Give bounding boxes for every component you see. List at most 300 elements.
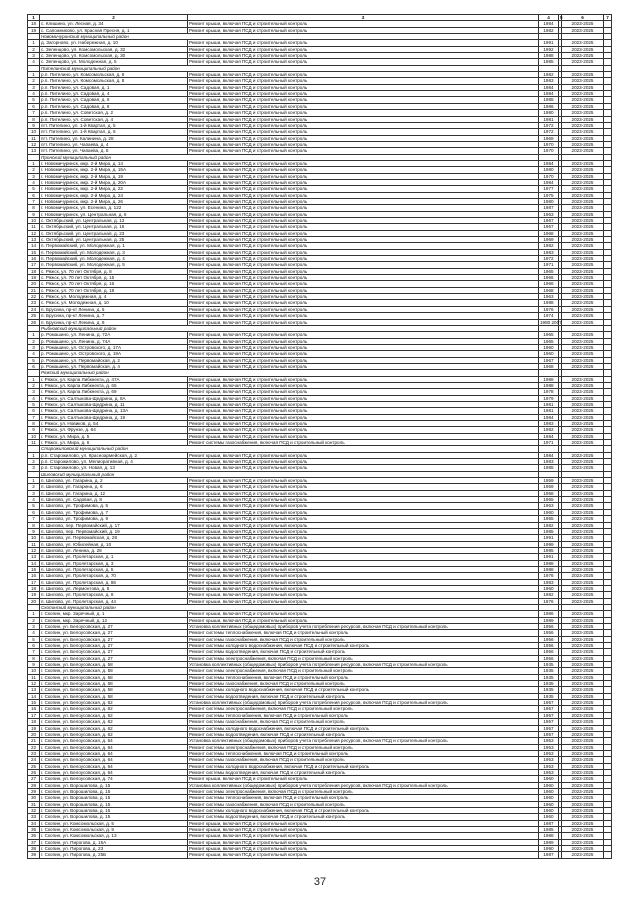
address: п. Шилово, ул. Пролетарская, д. 3: [40, 560, 188, 566]
address: г. Новомичуринск, ул. Есенина, д. 122: [40, 205, 188, 211]
row-number: 8: [28, 116, 40, 122]
planned-period: 2023-2025: [562, 547, 604, 553]
row-number: 3: [28, 624, 40, 630]
work-type: Ремонт системы водоотведения, включая ПСД и строительный контроль: [188, 814, 539, 820]
commission-year: 1991: [539, 40, 559, 46]
work-type: Ремонт крыши, включая ПСД и строительный контроль: [188, 401, 539, 407]
header-col-1: 1: [28, 15, 40, 21]
row-number: 9: [28, 528, 40, 534]
planned-period: 2023-2025: [562, 148, 604, 154]
address: р. Ромашино, ул. Островского, д. 17А: [40, 344, 188, 350]
row-number: 9: [28, 122, 40, 128]
commission-year: 1960: [539, 344, 559, 350]
planned-period: 2023-2025: [562, 503, 604, 509]
work-type: Ремонт крыши, включая ПСД и строительный контроль: [188, 516, 539, 522]
work-type: Ремонт системы газоснабжения, включая ПСД и строительный контроль: [188, 757, 539, 763]
commission-year: 1984: [539, 452, 559, 458]
address: п. Шилово, пер. Первомайский, д. 17: [40, 522, 188, 528]
work-type: Ремонт системы газоснабжения, включая ПСД и строительный контроль: [188, 801, 539, 807]
commission-year: 1980: [539, 167, 559, 173]
row-number: 2: [28, 459, 40, 465]
commission-year: 1960: [539, 776, 559, 782]
commission-year: 1988: [539, 566, 559, 572]
address: п. Шилово, ул. Ленина, д. 28: [40, 547, 188, 553]
row-number: 15: [28, 249, 40, 255]
planned-period: 2023-2025: [562, 300, 604, 306]
work-type: Ремонт крыши, включая ПСД и строительный контроль: [188, 59, 539, 65]
commission-year: 1984: [539, 21, 559, 27]
work-type: Ремонт крыши, включая ПСД и строительный контроль: [188, 53, 539, 59]
table-row: [28, 852, 612, 858]
work-type: Ремонт крыши, включая ПСД и строительный контроль: [188, 110, 539, 116]
work-type: Ремонт крыши, включая ПСД и строительный контроль: [188, 179, 539, 185]
work-type: Ремонт крыши, включая ПСД и строительный контроль: [188, 192, 539, 198]
row-number: 11: [28, 135, 40, 141]
planned-period: 2023-2025: [562, 535, 604, 541]
commission-year: 1968: [539, 287, 559, 293]
commission-year: 1981: [539, 408, 559, 414]
commission-year: 1988: [539, 300, 559, 306]
address: п. Первомайский, ул. Молодежная, д. 1: [40, 243, 188, 249]
work-type: Ремонт крыши, включая ПСД и строительный контроль: [188, 522, 539, 528]
commission-year: 1989: [539, 617, 559, 623]
commission-year: 1972: [539, 129, 559, 135]
row-number: 34: [28, 820, 40, 826]
work-type: Ремонт крыши, включая ПСД и строительный контроль: [188, 611, 539, 617]
row-number: 22: [28, 744, 40, 750]
address: с. Ряжск, ул. 70 лет Октября, д. 18: [40, 287, 188, 293]
work-type: Ремонт крыши, включая ПСД и строительный контроль: [188, 598, 539, 604]
work-type: Ремонт крыши, включая ПСД и строительный контроль: [188, 351, 539, 357]
work-type: Ремонт системы электроснабжения, включая ПСД и строительный контроль: [188, 788, 539, 794]
commission-year: 1986: [539, 103, 559, 109]
address: г. Ряжск, ул. Карла Либкнехта, д. 47А: [40, 376, 188, 382]
row-number: 12: [28, 547, 40, 553]
planned-period: 2023-2025: [562, 110, 604, 116]
planned-period: 2023-2025: [562, 192, 604, 198]
address: г. Ряжск, ул. Мира, д. 6: [40, 440, 188, 446]
work-type: Ремонт крыши, включая ПСД и строительный контроль: [188, 281, 539, 287]
planned-period: 2023-2025: [562, 116, 604, 122]
row-number: 3: [28, 465, 40, 471]
planned-period: 2023-2025: [562, 427, 604, 433]
planned-period: 2023-2025: [562, 21, 604, 27]
row-number: 5: [28, 186, 40, 192]
address: п. Шилово, ул. Пролетарская, д. 5: [40, 566, 188, 572]
commission-year: 1984: [539, 84, 559, 90]
work-type: Ремонт системы электроснабжения, включая ПСД и строительный контроль: [188, 655, 539, 661]
commission-year: 1960: [539, 585, 559, 591]
planned-period: 2023-2025: [562, 712, 604, 718]
commission-year: 1956: [539, 630, 559, 636]
address: п. Шилово, ул. Гагарина, д. 6: [40, 484, 188, 490]
planned-period: 2023-2025: [562, 693, 604, 699]
address: р.п. Пителино, ул. Садовая, д. 6: [40, 97, 188, 103]
commission-year: 1978: [539, 389, 559, 395]
row-number: 35: [28, 827, 40, 833]
row-number: 6: [28, 363, 40, 369]
commission-year: 1956: [539, 649, 559, 655]
row-number: 3: [28, 344, 40, 350]
work-type: Ремонт крыши, включая ПСД и строительный контроль: [188, 211, 539, 217]
address: р.п. Пителино, ул. Садовая, д. 1: [40, 84, 188, 90]
commission-year: 1988: [539, 833, 559, 839]
planned-period: 2023-2025: [562, 268, 604, 274]
planned-period: 2023-2025: [562, 91, 604, 97]
address: г. Скопин, ул. Белоусовская, д. 74: [40, 776, 188, 782]
commission-year: 1960: [539, 788, 559, 794]
address: г. Ряжск, ул. Фрунзе, д. 64: [40, 427, 188, 433]
commission-year: 1965: [539, 268, 559, 274]
planned-period: 2023-2025: [562, 852, 604, 858]
address: п. Брусина, пр-кт Ленина, д. 5: [40, 306, 188, 312]
commission-year: 1953: [539, 744, 559, 750]
work-type: Ремонт крыши, включая ПСД и строительный контроль: [188, 852, 539, 858]
commission-year: 1992: [539, 46, 559, 52]
work-type: Ремонт крыши, включая ПСД и строительный контроль: [188, 237, 539, 243]
commission-year: 1982: [539, 427, 559, 433]
planned-period: 2023-2025: [562, 566, 604, 572]
row-number: 29: [28, 788, 40, 794]
commission-year: 1990: [539, 846, 559, 852]
commission-year: 1985: [539, 827, 559, 833]
work-type: Ремонт крыши, включая ПСД и строительный контроль: [188, 566, 539, 572]
planned-period: 2023-2025: [562, 700, 604, 706]
planned-period: 2023-2025: [562, 624, 604, 630]
row-number: 20: [28, 598, 40, 604]
address: г. Скопин, ул. Белоусовская, д. 62: [40, 700, 188, 706]
work-type: Ремонт крыши, включая ПСД и строительный контроль: [188, 230, 539, 236]
commission-year: 1960: [539, 782, 559, 788]
row-number: 19: [28, 275, 40, 281]
address: г. Новомичуринск, мкр. 2-й Мира, д. 20А: [40, 179, 188, 185]
work-type: Ремонт крыши, включая ПСД и строительный контроль: [188, 224, 539, 230]
row-number: 12: [28, 230, 40, 236]
address: р.п. Старожилово, ул. Мелиоративная, д. 4: [40, 459, 188, 465]
planned-period: 2023-2025: [562, 611, 604, 617]
address: г. Ряжск, ул. Салтыкова-Щедрина, д. 11: [40, 401, 188, 407]
address: с. Ряжск, ул. 70 лет Октября, д. 15: [40, 275, 188, 281]
address: г. Скопин, ул. Ворошилова, д. 15: [40, 782, 188, 788]
address: п. Первомайский, ул. Молодежная, д. 5: [40, 262, 188, 268]
planned-period: 2023-2025: [562, 617, 604, 623]
planned-period: 2023-2025: [562, 344, 604, 350]
work-type: Ремонт крыши, включая ПСД и строительный контроль: [188, 528, 539, 534]
planned-period: 2023-2025: [562, 497, 604, 503]
planned-period: 2023-2025: [562, 649, 604, 655]
header-col-6: 6: [562, 15, 604, 21]
work-type: Ремонт крыши, включая ПСД и строительный контроль: [188, 186, 539, 192]
row-number: 13: [28, 148, 40, 154]
row-number: 17: [28, 712, 40, 718]
address: р. Ромашино, ул. Островского, д. 19А: [40, 351, 188, 357]
address: г. Скопин, ул. Белоусовская, д. 62: [40, 725, 188, 731]
row-number: 10: [28, 218, 40, 224]
planned-period: 2023-2025: [562, 313, 604, 319]
commission-year: 1959: [539, 478, 559, 484]
work-type: Ремонт крыши, включая ПСД и строительный контроль: [188, 319, 539, 325]
commission-year: 1965: [539, 338, 559, 344]
row-number: 8: [28, 421, 40, 427]
commission-year: 1970: [539, 141, 559, 147]
commission-year: 1960: [539, 509, 559, 515]
commission-year: 1985: [539, 59, 559, 65]
work-type: Ремонт крыши, включая ПСД и строительный контроль: [188, 173, 539, 179]
work-type: Установка коллективных (общедомовых) приборов учета потребления ресурсов, включая ПСД и строительный контроль: [188, 662, 539, 668]
row-number: 3: [28, 490, 40, 496]
commission-year: 1982: [539, 27, 559, 33]
row-number: 10: [28, 535, 40, 541]
address: г. Новомичуринск, ул. Центральная, д. 6: [40, 211, 188, 217]
district-name: Новомичуринский муниципальный район: [40, 34, 539, 40]
planned-period: 2023-2025: [562, 224, 604, 230]
row-number: 21: [28, 287, 40, 293]
work-type: Ремонт крыши, включая ПСД и строительный контроль: [188, 275, 539, 281]
document-page: [27, 14, 611, 874]
commission-year: 1956: [539, 655, 559, 661]
commission-year: 1956: [539, 624, 559, 630]
district-name: Старожиловский муниципальный район: [40, 446, 539, 452]
row-number: 1: [28, 40, 40, 46]
work-type: Установка коллективных (общедомовых) приборов учета потребления ресурсов, включая ПСД и строительный контроль: [188, 624, 539, 630]
row-number: 6: [28, 509, 40, 515]
work-type: Ремонт крыши, включая ПСД и строительный контроль: [188, 256, 539, 262]
address: г. Ряжск, ул. Карла Либкнехта, д. 69: [40, 389, 188, 395]
planned-period: 2023-2025: [562, 478, 604, 484]
row-number: 25: [28, 763, 40, 769]
planned-period: 2023-2025: [562, 662, 604, 668]
work-type: Ремонт крыши, включая ПСД и строительный контроль: [188, 78, 539, 84]
commission-year: 1966: [539, 281, 559, 287]
row-number: 18: [28, 719, 40, 725]
planned-period: 2023-2025: [562, 306, 604, 312]
address: р.п. Пителино, ул. Советская, д. 2: [40, 110, 188, 116]
row-number: 6: [28, 192, 40, 198]
work-type: Ремонт крыши, включая ПСД и строительный контроль: [188, 141, 539, 147]
work-type: Ремонт крыши, включая ПСД и строительный контроль: [188, 827, 539, 833]
work-type: Ремонт крыши, включая ПСД и строительный контроль: [188, 414, 539, 420]
row-number: 27: [28, 776, 40, 782]
work-type: Ремонт крыши, включая ПСД и строительный контроль: [188, 535, 539, 541]
commission-year: 1967: [539, 357, 559, 363]
address: г. Скопин, ул. Комсомольская, д. 9: [40, 827, 188, 833]
work-type: Ремонт крыши, включая ПСД и строительный контроль: [188, 332, 539, 338]
row-number: 4: [28, 497, 40, 503]
commission-year: 1988: [539, 560, 559, 566]
address: г. Новомичуринск, мкр. 2-й Мира, д. 26: [40, 198, 188, 204]
work-type: Ремонт крыши, включая ПСД и строительный контроль: [188, 27, 539, 33]
address: р.п. Старожилово, ул. Новая, д. 13: [40, 465, 188, 471]
work-type: Ремонт крыши, включая ПСД и строительный контроль: [188, 357, 539, 363]
planned-period: 2023-2025: [562, 173, 604, 179]
commission-year: 1935: [539, 681, 559, 687]
row-number: 10: [28, 668, 40, 674]
commission-year: 1972: [539, 122, 559, 128]
address: г. Скопин, ул. Белоусовская, д. 27: [40, 624, 188, 630]
commission-year: 1983: [539, 459, 559, 465]
address: с. Октябрьский, ул. Центральная, д. 23: [40, 230, 188, 236]
header-col-2: 2: [40, 15, 188, 21]
header-col-4: 4: [539, 15, 559, 21]
row-number: 33: [28, 814, 40, 820]
planned-period: 2023-2025: [562, 554, 604, 560]
address: г. Скопин, ул. Белоусовская, д. 62: [40, 719, 188, 725]
work-type: Ремонт крыши, включая ПСД и строительный контроль: [188, 249, 539, 255]
commission-year: 1975: [539, 192, 559, 198]
work-type: Ремонт крыши, включая ПСД и строительный контроль: [188, 408, 539, 414]
work-type: Ремонт крыши, включая ПСД и строительный контроль: [188, 97, 539, 103]
work-type: Ремонт системы холодного водоснабжения, включая ПСД и строительный контроль: [188, 725, 539, 731]
work-type: Ремонт крыши, включая ПСД и строительный контроль: [188, 46, 539, 52]
planned-period: 2023-2025: [562, 846, 604, 852]
row-number: 14: [28, 243, 40, 249]
planned-period: 2023-2025: [562, 205, 604, 211]
commission-year: 1956: [539, 643, 559, 649]
address: п. Шилово, ул. Гагарина, д. 2: [40, 478, 188, 484]
address: п. Шилово, ул. Пролетарская, д. 70: [40, 573, 188, 579]
planned-period: 2023-2025: [562, 833, 604, 839]
planned-period: 2023-2025: [562, 351, 604, 357]
address: г. Скопин, мкр. Заречный, д. 12: [40, 617, 188, 623]
work-type: Ремонт крыши, включая ПСД и строительный контроль: [188, 433, 539, 439]
work-type: Ремонт системы теплоснабжения, включая ПСД и строительный контроль: [188, 674, 539, 680]
planned-period: 2023-2025: [562, 59, 604, 65]
work-type: Ремонт системы газоснабжения, включая ПСД и строительный контроль: [188, 681, 539, 687]
row-number: 7: [28, 414, 40, 420]
work-type: Ремонт системы водоотведения, включая ПСД и строительный контроль: [188, 769, 539, 775]
address: п. Шилово, пер. Первомайский, д. 19: [40, 528, 188, 534]
row-number: 2: [28, 617, 40, 623]
work-type: Ремонт крыши, включая ПСД и строительный контроль: [188, 167, 539, 173]
work-type: Ремонт крыши, включая ПСД и строительный контроль: [188, 40, 539, 46]
row-number: 13: [28, 554, 40, 560]
address: с. Зеленцово, ул. Комсомольская, д. 30: [40, 53, 188, 59]
planned-period: 2023-2025: [562, 179, 604, 185]
commission-year: 1965: [539, 497, 559, 503]
work-type: Ремонт крыши, включая ПСД и строительный контроль: [188, 344, 539, 350]
work-type: Ремонт крыши, включая ПСД и строительный контроль: [188, 306, 539, 312]
commission-year: 1983: [539, 78, 559, 84]
row-number: 16: [28, 573, 40, 579]
work-type: Ремонт крыши, включая ПСД и строительный контроль: [188, 554, 539, 560]
planned-period: 2023-2025: [562, 598, 604, 604]
address: г. Новомичуринск, мкр. 2-й Мира, д. 24: [40, 192, 188, 198]
district-name: Рыбновский муниципальный район: [40, 325, 539, 331]
planned-period: 2023-2025: [562, 827, 604, 833]
commission-year: 1960: [539, 351, 559, 357]
planned-period: 2023-2025: [562, 636, 604, 642]
address: г. Ряжск, ул. Новиков, д. 54: [40, 421, 188, 427]
commission-year: 1957: [539, 731, 559, 737]
row-number: 36: [28, 833, 40, 839]
header-col-5: 5: [560, 15, 563, 20]
work-type: Ремонт крыши, включая ПСД и строительный контроль: [188, 160, 539, 166]
row-number: 30: [28, 795, 40, 801]
commission-year: 1957: [539, 706, 559, 712]
planned-period: 2023-2025: [562, 198, 604, 204]
address: с. Зеленцово, ул. Комсомольская, д. 32: [40, 46, 188, 52]
row-number: 19: [28, 592, 40, 598]
commission-year: 1988: [539, 382, 559, 388]
commission-year: 1985: [539, 97, 559, 103]
commission-year: 1960: [539, 814, 559, 820]
address: г. Скопин, ул. Комсомольская, д. 5: [40, 820, 188, 826]
work-type: Ремонт системы электроснабжения, включая ПСД и строительный контроль: [188, 744, 539, 750]
row-number: 13: [28, 237, 40, 243]
commission-year: 1984: [539, 179, 559, 185]
work-type: Ремонт крыши, включая ПСД и строительный контроль: [188, 579, 539, 585]
row-number: 1: [28, 478, 40, 484]
row-number: 37: [28, 839, 40, 845]
row-number: 1: [28, 72, 40, 78]
planned-period: 2023-2025: [562, 579, 604, 585]
row-number: 1: [28, 376, 40, 382]
commission-year: 1957: [539, 719, 559, 725]
row-number: 11: [28, 541, 40, 547]
work-type: Ремонт системы холодного водоснабжения, включая ПСД и строительный контроль: [188, 807, 539, 813]
address: пгт. Пителино, ул. 1-й Квартал, д. 5: [40, 122, 188, 128]
address: р.п. Пителино, ул. Садовая, д. 4: [40, 91, 188, 97]
work-type: Ремонт крыши, включая ПСД и строительный контроль: [188, 503, 539, 509]
address: п. Шилово, ул. Трофимова, д. 9: [40, 516, 188, 522]
commission-year: 1970: [539, 148, 559, 154]
row-number: 26: [28, 319, 40, 325]
planned-period: 2023-2025: [562, 414, 604, 420]
commission-year: 1984: [539, 433, 559, 439]
work-type: Ремонт крыши, включая ПСД и строительный контроль: [188, 617, 539, 623]
commission-year: 1988: [539, 376, 559, 382]
row-number: 24: [28, 306, 40, 312]
row-number: 20: [28, 281, 40, 287]
planned-period: 2023-2025: [562, 744, 604, 750]
planned-period: 2023-2025: [562, 27, 604, 33]
planned-period: 2023-2025: [562, 421, 604, 427]
empty-cell: [604, 852, 612, 858]
commission-year: 1969: [539, 135, 559, 141]
work-type: Ремонт крыши, включая ПСД и строительный контроль: [188, 218, 539, 224]
planned-period: 2023-2025: [562, 731, 604, 737]
address: г. Скопин, ул. Белоусовская, д. 27: [40, 655, 188, 661]
row-number: 21: [28, 738, 40, 744]
row-number: 4: [28, 630, 40, 636]
planned-period: 2023-2025: [562, 243, 604, 249]
work-type: Ремонт крыши, включая ПСД и строительный контроль: [188, 268, 539, 274]
row-number: 18: [28, 21, 40, 27]
work-type: Установка коллективных (общедомовых) приборов учета потребления ресурсов, включая ПСД и строительный контроль: [188, 700, 539, 706]
planned-period: 2023-2025: [562, 643, 604, 649]
planned-period: 2023-2025: [562, 801, 604, 807]
planned-period: 2023-2025: [562, 78, 604, 84]
commission-year: 1953: [539, 750, 559, 756]
address: п. Шилово, ул. Первомайская, д. 28: [40, 535, 188, 541]
address: г. Скопин, ул. Белоусовская, д. 58: [40, 693, 188, 699]
work-type: Ремонт крыши, включая ПСД и строительный контроль: [188, 262, 539, 268]
row-number: 4: [28, 59, 40, 65]
address: с. Ряжск, ул. Молодежная, д. 4: [40, 294, 188, 300]
work-type: Ремонт крыши, включая ПСД и строительный контроль: [188, 72, 539, 78]
planned-period: 2023-2025: [562, 757, 604, 763]
planned-period: 2023-2025: [562, 788, 604, 794]
address: п. Шилово, ул. Садовая, д. 8: [40, 497, 188, 503]
planned-period: 2023-2025: [562, 363, 604, 369]
address: г. Скопин, ул. Ворошилова, д. 15: [40, 788, 188, 794]
commission-year: 1984: [539, 414, 559, 420]
commission-year: 1982: [539, 592, 559, 598]
commission-year: 1991: [539, 535, 559, 541]
commission-year: 1974: [539, 313, 559, 319]
work-type: Ремонт крыши, включая ПСД и строительный контроль: [188, 484, 539, 490]
commission-year: 1968: [539, 363, 559, 369]
